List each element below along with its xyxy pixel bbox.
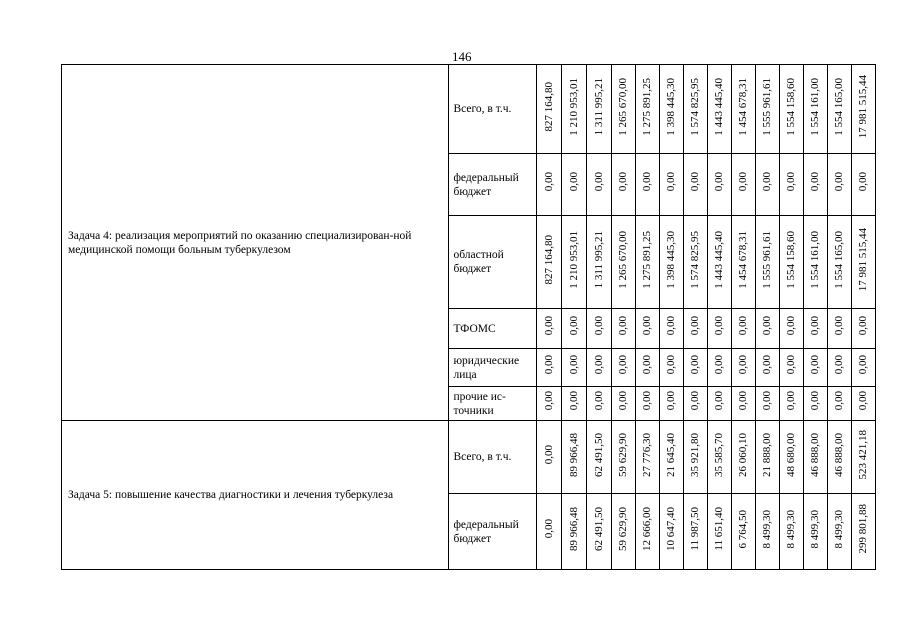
amount-value: 827 164,80 <box>542 81 555 132</box>
amount-cell <box>827 65 851 154</box>
amount-value: 0,00 <box>567 316 580 336</box>
amount-value: 0,00 <box>713 172 726 192</box>
table-row <box>62 421 876 494</box>
amount-cell <box>659 309 683 349</box>
amount-cell <box>755 349 779 387</box>
funding-source: областной бюджет <box>449 216 536 309</box>
amount-cell <box>586 65 611 154</box>
amount-cell <box>683 421 707 494</box>
amount-value: 89 966,48 <box>567 432 580 477</box>
amount-cell <box>779 309 803 349</box>
amount-cell <box>755 216 779 309</box>
amount-value: 0,00 <box>542 519 555 539</box>
amount-cell <box>561 309 586 349</box>
amount-cell <box>611 421 635 494</box>
amount-cell <box>683 387 707 421</box>
amount-value: 0,00 <box>785 355 798 375</box>
amount-cell <box>659 65 683 154</box>
amount-value: 0,00 <box>665 172 678 192</box>
amount-cell <box>536 309 561 349</box>
amount-cell <box>536 421 561 494</box>
amount-value: 0,00 <box>857 391 870 411</box>
amount-cell <box>561 494 586 570</box>
amount-cell <box>611 65 635 154</box>
budget-table <box>61 64 876 570</box>
amount-cell <box>536 494 561 570</box>
amount-cell <box>659 154 683 216</box>
amount-value: 21 888,00 <box>761 432 774 477</box>
amount-cell <box>803 216 827 309</box>
amount-cell <box>851 494 875 570</box>
amount-value: 0,00 <box>617 391 630 411</box>
amount-cell <box>731 309 755 349</box>
amount-value: 1 210 953,01 <box>567 77 580 136</box>
funding-source: федеральный бюджет <box>449 494 536 570</box>
amount-cell <box>635 387 659 421</box>
amount-cell <box>755 387 779 421</box>
amount-cell <box>536 349 561 387</box>
amount-cell <box>827 421 851 494</box>
amount-cell <box>779 65 803 154</box>
amount-cell <box>561 421 586 494</box>
amount-value: 0,00 <box>592 355 605 375</box>
amount-value: 0,00 <box>833 355 846 375</box>
amount-value: 0,00 <box>857 172 870 192</box>
amount-cell <box>731 494 755 570</box>
amount-cell <box>586 349 611 387</box>
amount-value: 0,00 <box>542 391 555 411</box>
amount-cell <box>731 421 755 494</box>
amount-cell <box>851 387 875 421</box>
amount-value: 0,00 <box>617 355 630 375</box>
amount-value: 17 981 515,44 <box>857 74 870 139</box>
amount-value: 10 647,40 <box>665 507 678 551</box>
amount-value: 0,00 <box>592 172 605 192</box>
amount-cell <box>779 494 803 570</box>
amount-cell <box>779 154 803 216</box>
amount-cell <box>561 216 586 309</box>
amount-value: 48 680,00 <box>785 432 798 477</box>
amount-value: 1 555 961,61 <box>761 77 774 136</box>
amount-cell <box>707 309 731 349</box>
amount-value: 1 554 158,60 <box>785 230 798 289</box>
amount-value: 35 585,70 <box>713 432 726 477</box>
amount-cell <box>611 216 635 309</box>
amount-cell <box>755 494 779 570</box>
amount-cell <box>731 387 755 421</box>
amount-cell <box>827 216 851 309</box>
amount-value: 0,00 <box>689 316 702 336</box>
funding-source: Всего, в т.ч. <box>449 65 536 154</box>
amount-value: 0,00 <box>542 172 555 192</box>
amount-value: 62 491,50 <box>592 432 605 477</box>
amount-value: 0,00 <box>833 172 846 192</box>
amount-value: 1 574 825,95 <box>689 77 702 136</box>
amount-cell <box>803 309 827 349</box>
amount-value: 1 554 161,00 <box>809 77 822 136</box>
amount-value: 1 555 961,61 <box>761 230 774 289</box>
amount-value: 0,00 <box>761 172 774 192</box>
amount-value: 89 966,48 <box>567 507 580 551</box>
amount-value: 0,00 <box>617 316 630 336</box>
amount-value: 0,00 <box>592 316 605 336</box>
amount-cell <box>851 65 875 154</box>
amount-cell <box>851 421 875 494</box>
amount-value: 1 554 165,00 <box>833 230 846 289</box>
amount-value: 0,00 <box>809 172 822 192</box>
amount-cell <box>635 216 659 309</box>
amount-value: 0,00 <box>713 316 726 336</box>
amount-value: 1 554 161,00 <box>809 230 822 289</box>
amount-cell <box>731 349 755 387</box>
amount-cell <box>561 349 586 387</box>
amount-value: 0,00 <box>857 355 870 375</box>
amount-value: 1 275 891,25 <box>641 230 654 289</box>
amount-cell <box>611 154 635 216</box>
amount-value: 0,00 <box>567 391 580 411</box>
amount-cell <box>707 65 731 154</box>
amount-value: 0,00 <box>689 391 702 411</box>
amount-value: 0,00 <box>857 316 870 336</box>
amount-value: 21 645,40 <box>665 432 678 477</box>
amount-cell <box>635 421 659 494</box>
amount-cell <box>827 349 851 387</box>
amount-cell <box>586 494 611 570</box>
amount-cell <box>683 216 707 309</box>
amount-cell <box>731 65 755 154</box>
amount-cell <box>779 349 803 387</box>
amount-value: 17 981 515,44 <box>857 227 870 292</box>
amount-value: 1 311 995,21 <box>592 230 605 289</box>
amount-cell <box>586 421 611 494</box>
amount-cell <box>683 309 707 349</box>
amount-cell <box>683 65 707 154</box>
funding-source: Всего, в т.ч. <box>449 421 536 494</box>
amount-value: 12 666,00 <box>641 507 654 551</box>
funding-source: федеральный бюджет <box>449 154 536 216</box>
amount-value: 0,00 <box>761 355 774 375</box>
task-title: Задача 4: реализация мероприятий по оказанию специализирован-ной медицинской помощи больным туберкулезом <box>62 65 449 421</box>
amount-value: 0,00 <box>542 444 555 465</box>
amount-value: 0,00 <box>641 391 654 411</box>
amount-value: 0,00 <box>641 316 654 336</box>
amount-cell <box>659 421 683 494</box>
amount-value: 0,00 <box>761 316 774 336</box>
amount-cell <box>851 154 875 216</box>
amount-cell <box>755 154 779 216</box>
amount-value: 59 629,90 <box>617 507 630 551</box>
amount-value: 8 499,30 <box>809 509 822 549</box>
amount-cell <box>611 309 635 349</box>
amount-value: 0,00 <box>833 391 846 411</box>
amount-value: 27 776,30 <box>641 432 654 477</box>
amount-value: 0,00 <box>689 172 702 192</box>
amount-value: 0,00 <box>713 355 726 375</box>
amount-cell <box>707 154 731 216</box>
funding-source: прочие ис-точники <box>449 387 536 421</box>
amount-value: 0,00 <box>737 316 750 336</box>
amount-cell <box>683 154 707 216</box>
amount-value: 1 443 445,40 <box>713 77 726 136</box>
amount-cell <box>851 309 875 349</box>
amount-cell <box>803 421 827 494</box>
amount-cell <box>779 387 803 421</box>
amount-cell <box>827 387 851 421</box>
amount-value: 35 921,80 <box>689 432 702 477</box>
amount-value: 0,00 <box>785 316 798 336</box>
amount-value: 0,00 <box>567 172 580 192</box>
amount-cell <box>827 494 851 570</box>
amount-value: 1 210 953,01 <box>567 230 580 289</box>
amount-value: 0,00 <box>737 172 750 192</box>
amount-value: 0,00 <box>542 355 555 375</box>
amount-value: 0,00 <box>809 355 822 375</box>
amount-value: 62 491,50 <box>592 507 605 551</box>
amount-value: 0,00 <box>737 355 750 375</box>
amount-cell <box>779 421 803 494</box>
amount-value: 0,00 <box>809 391 822 411</box>
amount-value: 0,00 <box>713 391 726 411</box>
page-number: 146 <box>452 49 472 64</box>
amount-cell <box>707 216 731 309</box>
amount-value: 8 499,30 <box>761 509 774 549</box>
amount-value: 827 164,80 <box>542 234 555 285</box>
amount-cell <box>779 216 803 309</box>
amount-cell <box>851 216 875 309</box>
amount-value: 46 888,00 <box>809 432 822 477</box>
amount-cell <box>707 387 731 421</box>
amount-value: 299 801,88 <box>857 504 870 554</box>
amount-cell <box>536 65 561 154</box>
amount-value: 0,00 <box>542 316 555 336</box>
amount-cell <box>803 387 827 421</box>
amount-value: 8 499,30 <box>785 509 798 549</box>
amount-value: 0,00 <box>785 391 798 411</box>
amount-value: 0,00 <box>641 355 654 375</box>
amount-cell <box>586 154 611 216</box>
amount-value: 0,00 <box>567 355 580 375</box>
amount-value: 8 499,30 <box>833 509 846 549</box>
amount-cell <box>586 309 611 349</box>
amount-cell <box>827 154 851 216</box>
amount-cell <box>803 65 827 154</box>
amount-cell <box>536 154 561 216</box>
amount-value: 523 421,18 <box>857 429 870 480</box>
amount-value: 11 651,40 <box>713 507 726 551</box>
amount-cell <box>731 154 755 216</box>
amount-cell <box>707 349 731 387</box>
amount-cell <box>635 65 659 154</box>
amount-value: 11 987,50 <box>689 507 702 551</box>
amount-cell <box>683 494 707 570</box>
task-title: Задача 5: повышение качества диагностики и лечения туберкулеза <box>62 421 449 570</box>
table-row <box>62 65 876 154</box>
amount-value: 1 554 158,60 <box>785 77 798 136</box>
amount-cell <box>536 216 561 309</box>
amount-cell <box>635 494 659 570</box>
amount-value: 59 629,90 <box>617 432 630 477</box>
amount-cell <box>755 65 779 154</box>
amount-cell <box>611 349 635 387</box>
amount-value: 0,00 <box>809 316 822 336</box>
amount-value: 0,00 <box>737 391 750 411</box>
amount-cell <box>707 494 731 570</box>
amount-cell <box>561 154 586 216</box>
amount-value: 0,00 <box>592 391 605 411</box>
amount-cell <box>659 387 683 421</box>
amount-cell <box>803 349 827 387</box>
amount-value: 1 275 891,25 <box>641 77 654 136</box>
amount-value: 6 764,50 <box>737 509 750 549</box>
amount-cell <box>683 349 707 387</box>
amount-value: 0,00 <box>617 172 630 192</box>
amount-cell <box>561 65 586 154</box>
amount-value: 1 454 678,31 <box>737 77 750 136</box>
amount-value: 46 888,00 <box>833 432 846 477</box>
amount-value: 0,00 <box>665 391 678 411</box>
amount-cell <box>827 309 851 349</box>
amount-value: 1 311 995,21 <box>592 77 605 136</box>
amount-value: 1 265 670,00 <box>617 77 630 136</box>
amount-value: 1 454 678,31 <box>737 230 750 289</box>
amount-cell <box>635 154 659 216</box>
amount-cell <box>659 216 683 309</box>
amount-cell <box>635 309 659 349</box>
funding-source: ТФОМС <box>449 309 536 349</box>
amount-value: 0,00 <box>641 172 654 192</box>
amount-cell <box>755 421 779 494</box>
amount-cell <box>536 387 561 421</box>
amount-cell <box>611 387 635 421</box>
amount-cell <box>803 494 827 570</box>
amount-cell <box>659 349 683 387</box>
amount-value: 1 574 825,95 <box>689 230 702 289</box>
amount-value: 0,00 <box>833 316 846 336</box>
amount-cell <box>611 494 635 570</box>
amount-value: 1 443 445,40 <box>713 230 726 289</box>
amount-cell <box>851 349 875 387</box>
amount-cell <box>755 309 779 349</box>
amount-value: 0,00 <box>665 355 678 375</box>
amount-cell <box>635 349 659 387</box>
amount-cell <box>803 154 827 216</box>
funding-source: юридические лица <box>449 349 536 387</box>
amount-cell <box>586 387 611 421</box>
amount-cell <box>731 216 755 309</box>
amount-value: 0,00 <box>785 172 798 192</box>
amount-cell <box>707 421 731 494</box>
amount-value: 1 554 165,00 <box>833 77 846 136</box>
amount-cell <box>659 494 683 570</box>
amount-cell <box>586 216 611 309</box>
amount-value: 0,00 <box>665 316 678 336</box>
amount-value: 0,00 <box>761 391 774 411</box>
amount-value: 1 398 445,30 <box>665 230 678 289</box>
amount-value: 1 265 670,00 <box>617 230 630 289</box>
amount-value: 26 060,10 <box>737 432 750 477</box>
amount-value: 0,00 <box>689 355 702 375</box>
amount-cell <box>561 387 586 421</box>
amount-value: 1 398 445,30 <box>665 77 678 136</box>
